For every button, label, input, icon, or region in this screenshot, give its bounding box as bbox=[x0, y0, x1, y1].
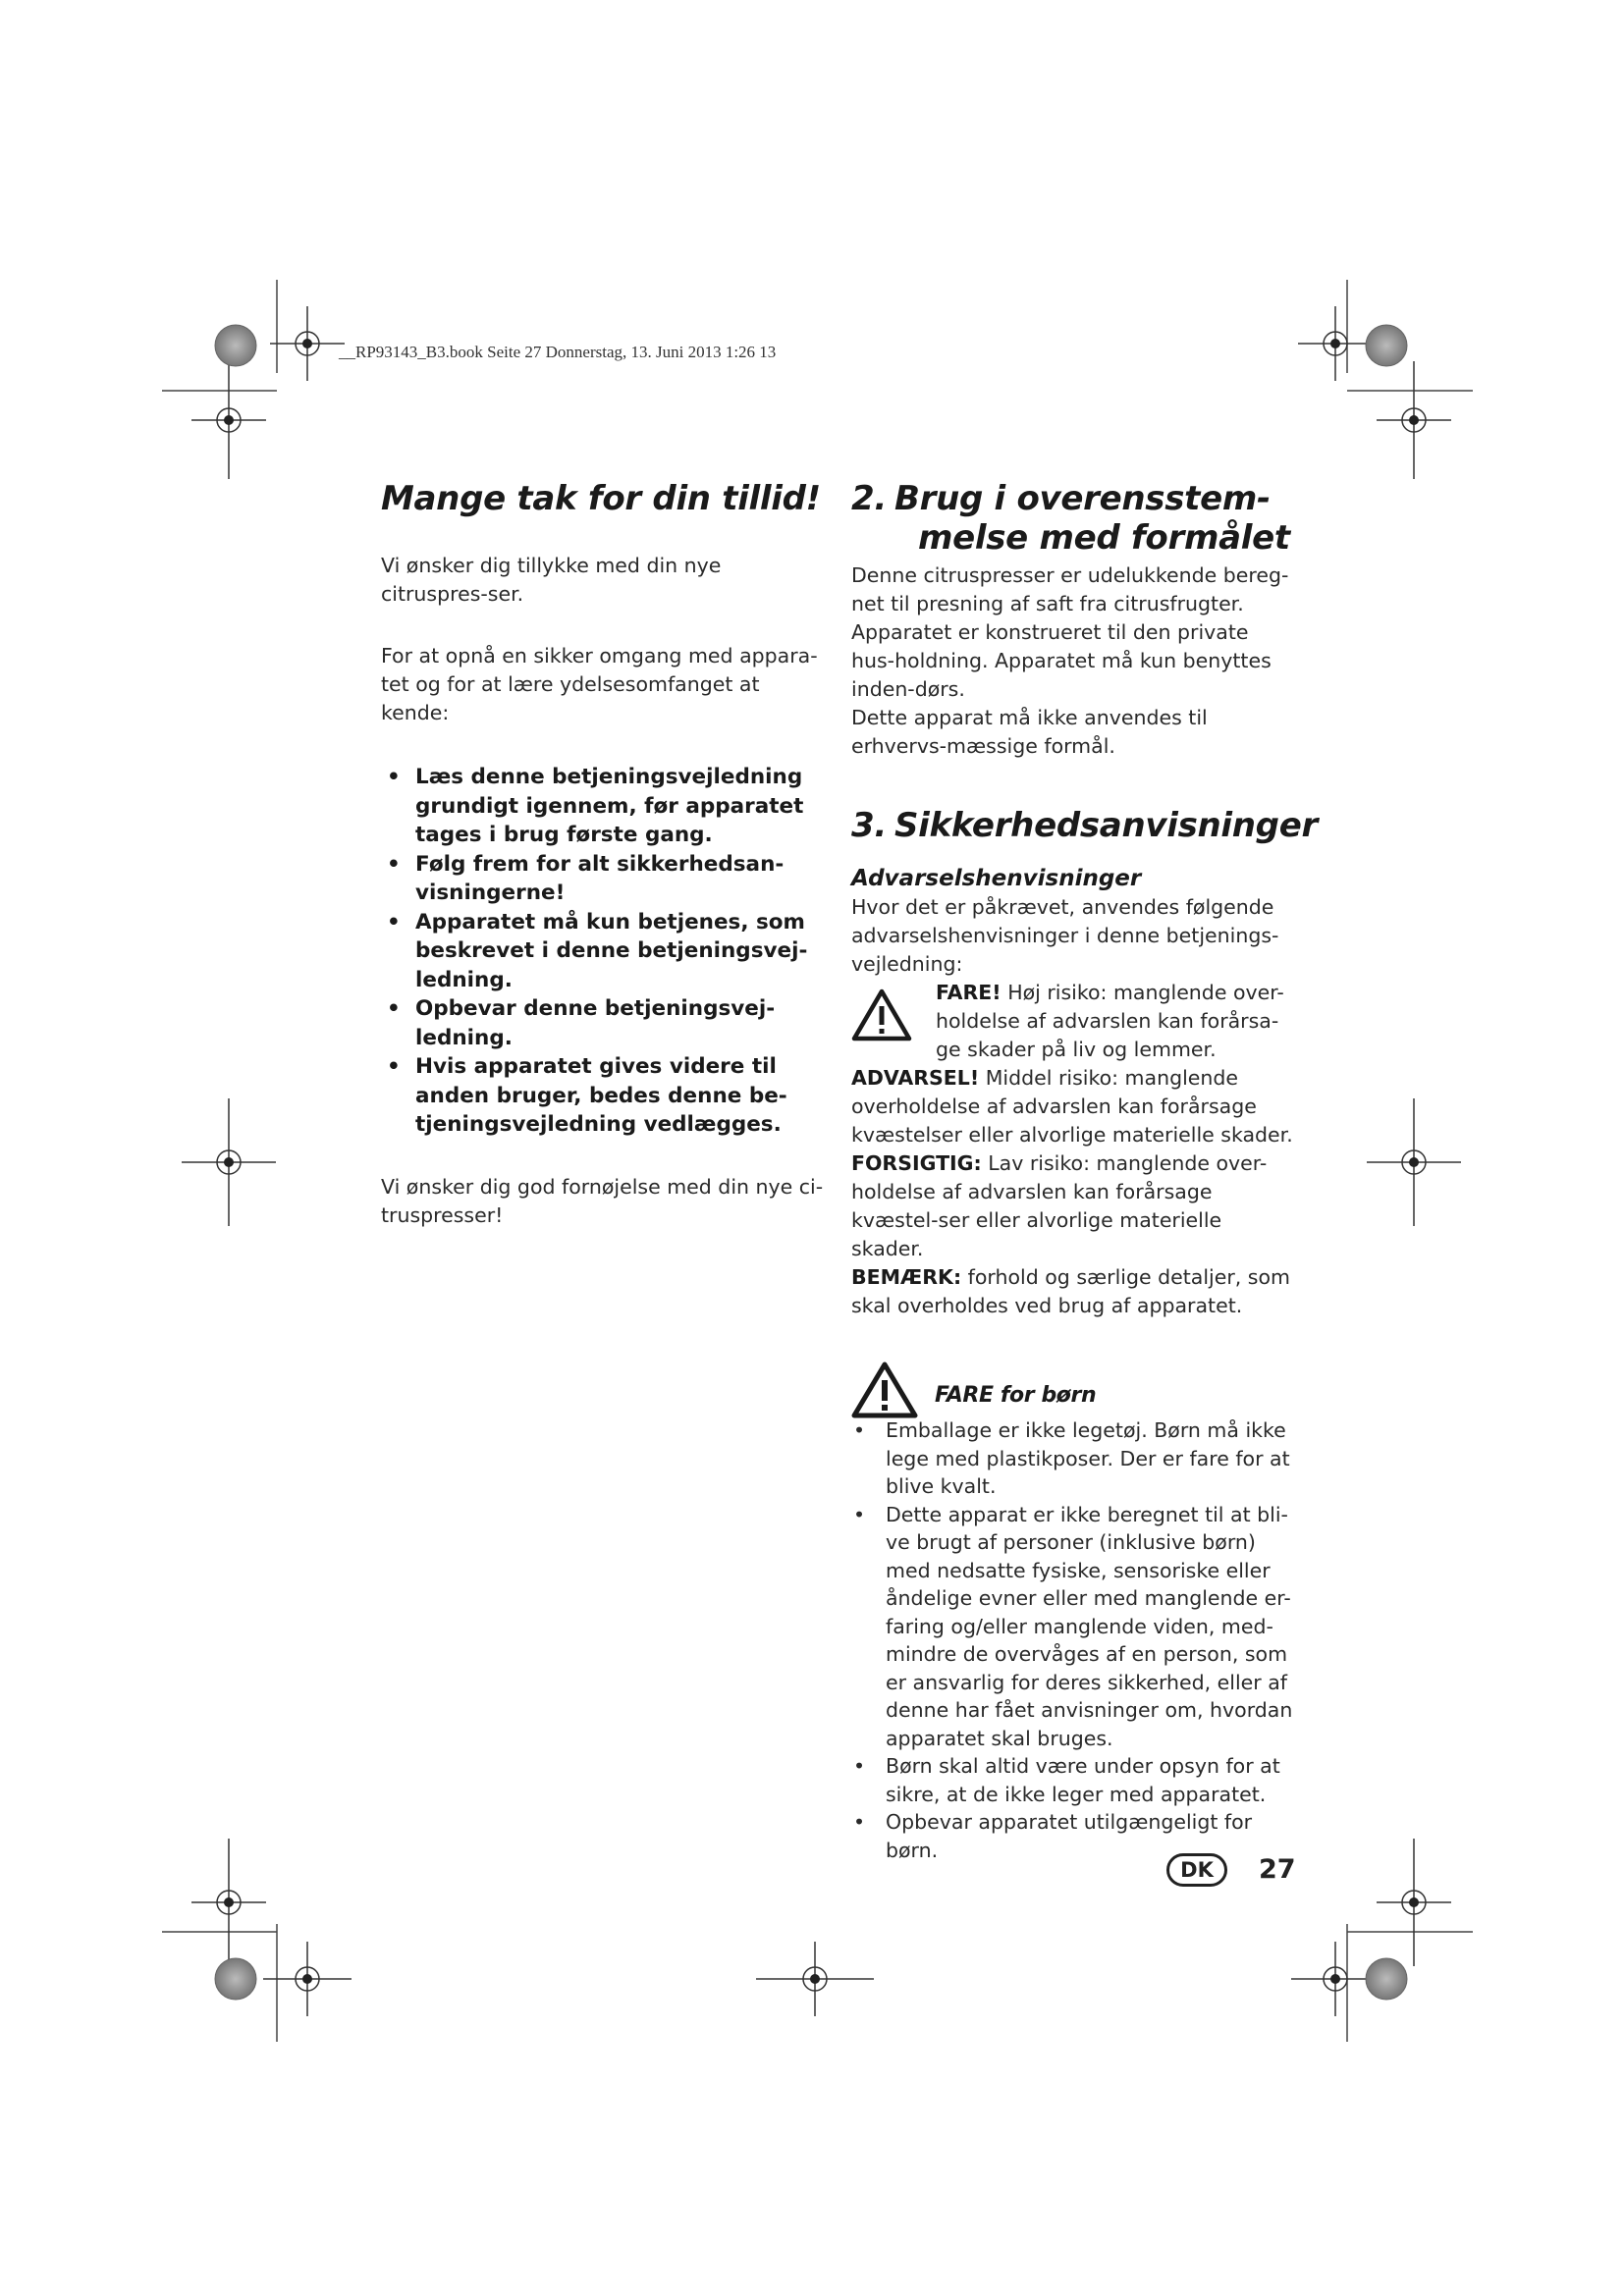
bullet-icon: • bbox=[387, 851, 401, 877]
forsigtig-label: FORSIGTIG: bbox=[851, 1151, 982, 1175]
bullet-icon: • bbox=[853, 1418, 866, 1442]
list-item-text: Hvis apparatet gives videre til anden bruger, bedes denne be-tjeningsvejledning vedlægges. bbox=[415, 1054, 787, 1137]
page-title: Mange tak for din tillid! bbox=[381, 479, 821, 518]
list-item bbox=[381, 763, 833, 850]
bullet-icon: • bbox=[853, 1754, 866, 1778]
list-item bbox=[851, 1808, 1293, 1864]
fare-text: Høj risiko: manglende over-holdelse af advarslen kan forårsa-ge skader på liv og lemmer. bbox=[936, 981, 1284, 1061]
section-2-paragraph: Denne citruspresser er udelukkende bereg-net til presning af saft fra citrusfrugter. bbox=[851, 563, 1289, 615]
section-2-paragraph: Apparatet er konstrueret til den private hus-holdning. Apparatet må kun benyttes inden-dørs. bbox=[851, 620, 1272, 701]
closing-paragraph: Vi ønsker dig god fornøjelse med din nye ci-truspresser! bbox=[381, 1174, 824, 1227]
list-item bbox=[851, 1752, 1293, 1808]
left-column bbox=[381, 479, 833, 1230]
list-item-text: Opbevar denne betjeningsvej-ledning. bbox=[415, 996, 776, 1050]
bullet-icon: • bbox=[853, 1810, 866, 1834]
list-item bbox=[381, 994, 833, 1052]
bullet-icon: • bbox=[387, 909, 401, 934]
section-2-number: 2. bbox=[851, 479, 887, 518]
section-3-heading bbox=[851, 806, 1318, 845]
list-item-text: Emballage er ikke legetøj. Børn må ikke lege med plastikposer. Der er fare for at blive kvalt. bbox=[886, 1418, 1290, 1498]
print-header: __RP93143_B3.book Seite 27 Donnerstag, 13. Juni 2013 1:26 13 bbox=[339, 343, 777, 361]
advarsel-label: ADVARSEL! bbox=[851, 1066, 980, 1090]
warnings-intro: Hvor det er påkrævet, anvendes følgende advarselshenvisninger i denne betjenings-vejledning: bbox=[851, 895, 1279, 976]
instruction-list bbox=[381, 763, 833, 1140]
bullet-icon: • bbox=[387, 996, 401, 1021]
bemaerk-paragraph bbox=[851, 1263, 1293, 1320]
forsigtig-paragraph bbox=[851, 1149, 1293, 1263]
country-badge: DK bbox=[1166, 1853, 1227, 1887]
list-item-text: Opbevar apparatet utilgængeligt for børn. bbox=[886, 1810, 1253, 1862]
section-2-title-line2: melse med formålet bbox=[918, 518, 1290, 558]
section-3-title: Sikkerhedsanvisninger bbox=[893, 806, 1318, 845]
list-item-text: Apparatet må kun betjenes, som beskrevet i denne betjeningsvej-ledning. bbox=[415, 909, 808, 992]
list-item-text: Følg frem for alt sikkerhedsan-visningerne! bbox=[415, 851, 785, 905]
list-item-text: Dette apparat er ikke beregnet til at bli-ve brugt af personer (inklusive børn) med nedsatte fysiske, sensoriske eller åndelige evner eller med manglende er-faring og/eller manglende viden, med-mindre de overvåges af en person, som er ansvarlig for deres sikkerhed, eller af denne har fået anvisninger om, hvordan apparatet skal bruges. bbox=[886, 1502, 1293, 1750]
forsigtig-text: Lav risiko: manglende over-holdelse af advarslen kan forårsage kvæstel-ser eller alvorlige materielle skader. bbox=[851, 1151, 1268, 1260]
list-item bbox=[851, 1416, 1293, 1501]
right-column bbox=[851, 479, 1318, 1864]
child-danger-list bbox=[851, 1416, 1293, 1864]
bemaerk-text: forhold og særlige detaljer, som skal overholdes ved brug af apparatet. bbox=[851, 1265, 1290, 1317]
intro-paragraph: Vi ønsker dig tillykke med din nye citruspres-ser. bbox=[381, 554, 722, 606]
bullet-icon: • bbox=[387, 1054, 401, 1079]
list-item-text: Læs denne betjeningsvejledning grundigt igennem, før apparatet tages i brug første gang. bbox=[415, 765, 804, 847]
bullet-icon: • bbox=[853, 1502, 866, 1526]
list-item bbox=[851, 1501, 1293, 1753]
section-2-title-line1: Brug i overensstem- bbox=[893, 479, 1271, 518]
advarsel-paragraph bbox=[851, 1064, 1293, 1149]
page-number: 27 bbox=[1259, 1854, 1296, 1885]
bemaerk-label: BEMÆRK: bbox=[851, 1265, 962, 1289]
warning-triangle-icon bbox=[851, 988, 912, 1041]
child-danger-title: FARE for børn bbox=[935, 1383, 1097, 1408]
section-2-heading bbox=[851, 479, 1293, 558]
list-item bbox=[381, 1052, 833, 1140]
list-item bbox=[381, 908, 833, 995]
warnings-subheading: Advarselshenvisninger bbox=[851, 866, 1142, 891]
fare-warning bbox=[851, 979, 1293, 1064]
intro-paragraph-2: For at opnå en sikker omgang med appara-tet og for at lære ydelsesomfanget at kende: bbox=[381, 644, 818, 724]
list-item-text: Børn skal altid være under opsyn for at sikre, at de ikke leger med apparatet. bbox=[886, 1754, 1280, 1806]
list-item bbox=[381, 850, 833, 908]
section-3-number: 3. bbox=[851, 806, 887, 845]
advarsel-text: Middel risiko: manglende overholdelse af advarslen kan forårsage kvæstelser eller alvorlige materielle skader. bbox=[851, 1066, 1293, 1147]
fare-label: FARE! bbox=[936, 981, 1001, 1004]
warning-triangle-icon bbox=[851, 1362, 918, 1418]
bullet-icon: • bbox=[387, 765, 401, 789]
section-2-paragraph: Dette apparat må ikke anvendes til erhvervs-mæssige formål. bbox=[851, 706, 1208, 758]
child-danger-heading bbox=[851, 1362, 1293, 1416]
